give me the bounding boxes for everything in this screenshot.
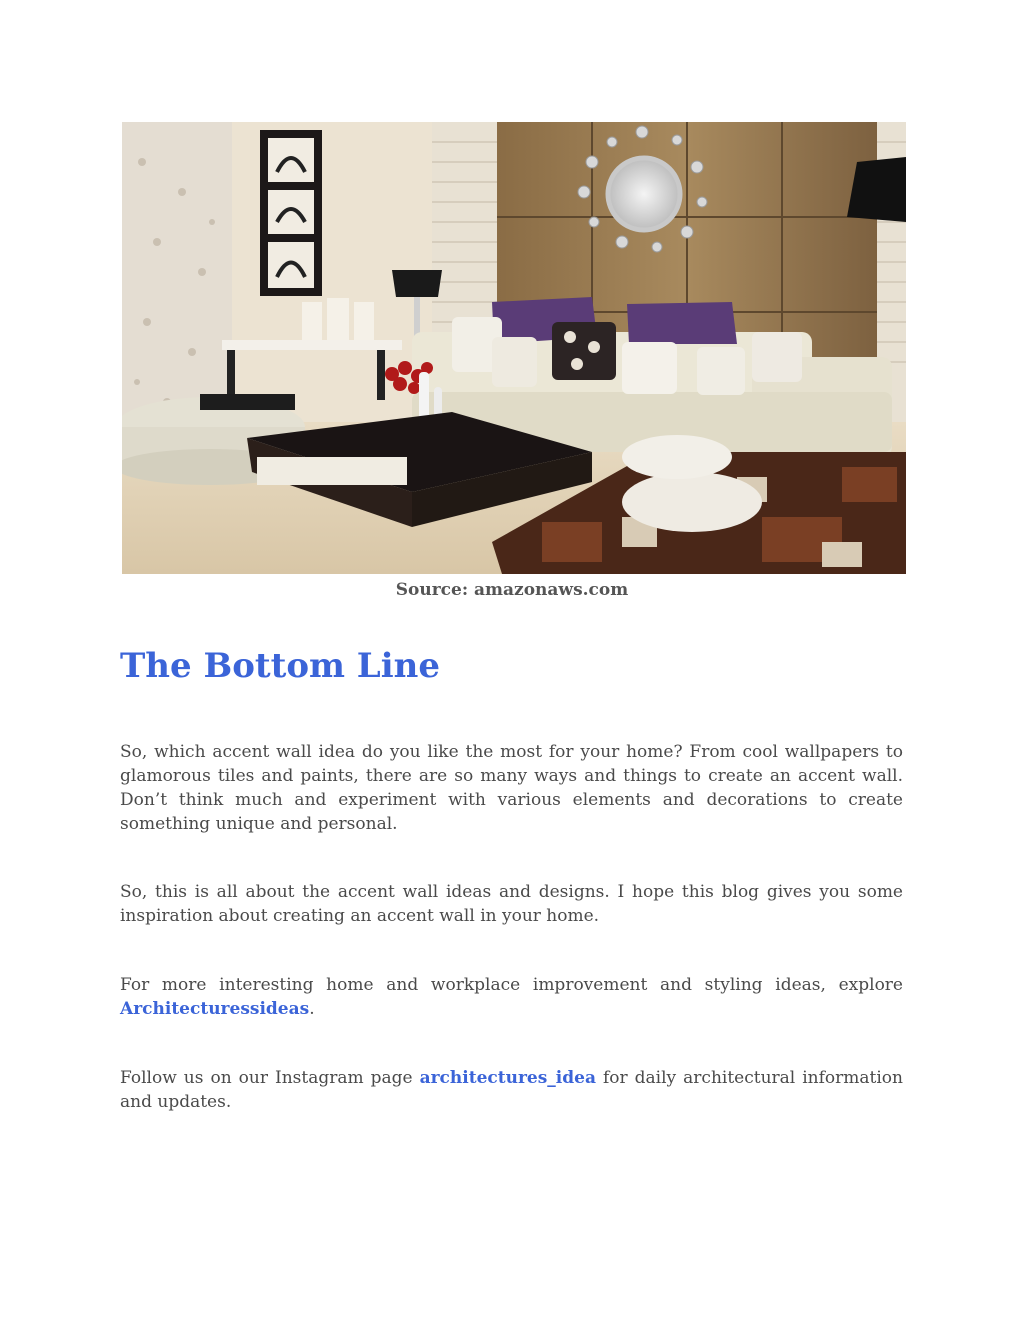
living-room-photo: [122, 122, 906, 574]
paragraph-4-text-before: Follow us on our Instagram page: [120, 1068, 420, 1088]
section-heading: The Bottom Line: [120, 646, 440, 686]
instagram-link[interactable]: architectures_idea: [419, 1068, 596, 1088]
paragraph-4-text-after: for daily architectural information and updates.: [120, 1068, 903, 1112]
paragraph-3-suffix: .: [309, 999, 315, 1019]
image-caption: Source: amazonaws.com: [395, 580, 629, 600]
paragraph-2: So, this is all about the accent wall ideas and designs. I hope this blog gives you some inspiration about creating an accent wall in your home.: [120, 882, 903, 926]
architecturessideas-link[interactable]: Architecturessideas: [120, 999, 310, 1019]
paragraph-1: So, which accent wall idea do you like the most for your home? From cool wallpapers to glamorous tiles and paints, there are so many ways and things to create an accent wall. Don’t think much and experiment with various elements and decorations to create something unique and personal.: [120, 742, 903, 834]
paragraph-3: [120, 973, 903, 1021]
paragraph-3-text: For more interesting home and workplace improvement and styling ideas, explore: [120, 975, 903, 995]
paragraph-4: [120, 1066, 903, 1114]
